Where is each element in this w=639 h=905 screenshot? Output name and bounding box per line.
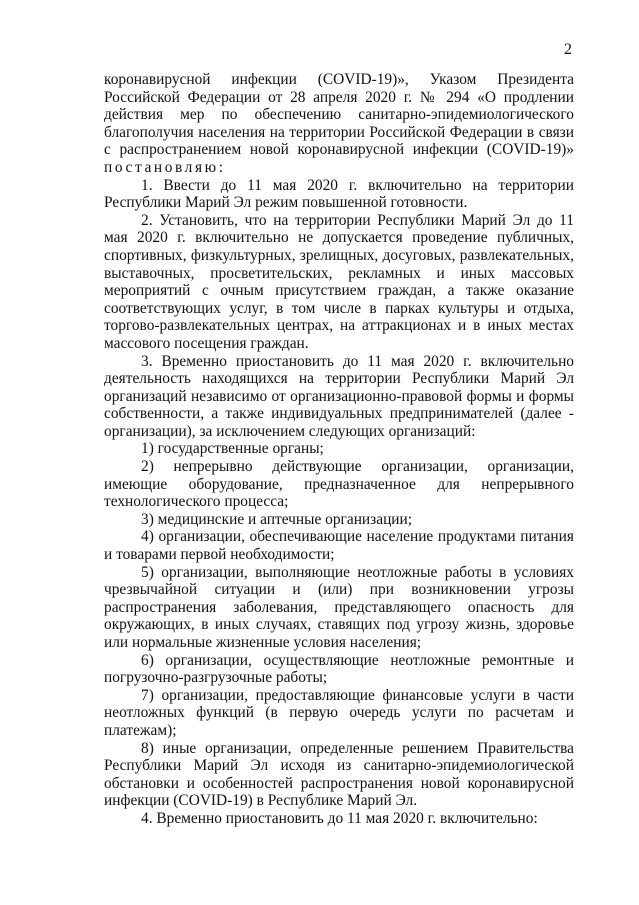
- clause-3: 3. Временно приостановить до 11 мая 2020 г. включительно деятельность находящихся на территории Республики Марий Эл организаций независимо от организационно-правовой формы и формы собственности, а также индивидуальных предпринимателей (далее - организации), за исключением следующих организаций:: [104, 352, 574, 440]
- decree-word: постановляю:: [104, 158, 226, 176]
- document-body: [104, 71, 574, 828]
- intro-text: коронавирусной инфекции (COVID-19)», Указом Президента Российской Федерации от 28 апреля 2020 г. № 294 «О продлении действия мер по обеспечению санитарно-эпидемиологического благополучия населения на территории Российской Федерации в связи с распространением новой коронавирусной инфекции (COVID-19)»: [104, 71, 574, 159]
- clause-2: 2. Установить, что на территории Республики Марий Эл до 11 мая 2020 г. включительно не допускается проведение публичных, спортивных, физкультурных, зрелищных, досуговых, развлекательных, выставочных, просветительских, рекламных и иных массовых мероприятий с очным присутствием граждан, а также оказание соответствующих услуг, в том числе в парках культуры и отдыха, торгово-развлекательных центрах, на аттракционах и в иных местах массового посещения граждан.: [104, 211, 574, 352]
- subclause-3: 3) медицинские и аптечные организации;: [141, 510, 413, 528]
- page-number: 2: [564, 41, 572, 58]
- subclause-1: 1) государственные органы;: [141, 440, 324, 458]
- intro-paragraph: [104, 71, 574, 177]
- clause-4: 4. Временно приостановить до 11 мая 2020 г. включительно:: [141, 809, 538, 827]
- subclause-5: 5) организации, выполняющие неотложные работы в условиях чрезвычайной ситуации и (или) при возникновении угрозы распространения заболевания, представляющего опасность для окружающих, в иных случаях, ставящих под угрозу жизнь, здоровье или нормальные жизненные условия населения;: [104, 563, 574, 651]
- subclause-7: 7) организации, предоставляющие финансовые услуги в части неотложных функций (в первую очередь услуги по расчетам и платежам);: [104, 686, 574, 739]
- clause-1: 1. Ввести до 11 мая 2020 г. включительно на территории Республики Марий Эл режим повышенной готовности.: [104, 176, 574, 212]
- subclause-4: 4) организации, обеспечивающие население продуктами питания и товарами первой необходимости;: [104, 528, 574, 564]
- subclause-2: 2) непрерывно действующие организации, организации, имеющие оборудование, предназначенное для непрерывного технологического процесса;: [104, 458, 574, 511]
- subclause-8: 8) иные организации, определенные решением Правительства Республики Марий Эл исходя из санитарно-эпидемиологической обстановки и особенностей распространения новой коронавирусной инфекции (COVID-19) в Республике Марий Эл.: [104, 739, 574, 810]
- subclause-6: 6) организации, осуществляющие неотложные ремонтные и погрузочно-разгрузочные работы;: [104, 651, 574, 687]
